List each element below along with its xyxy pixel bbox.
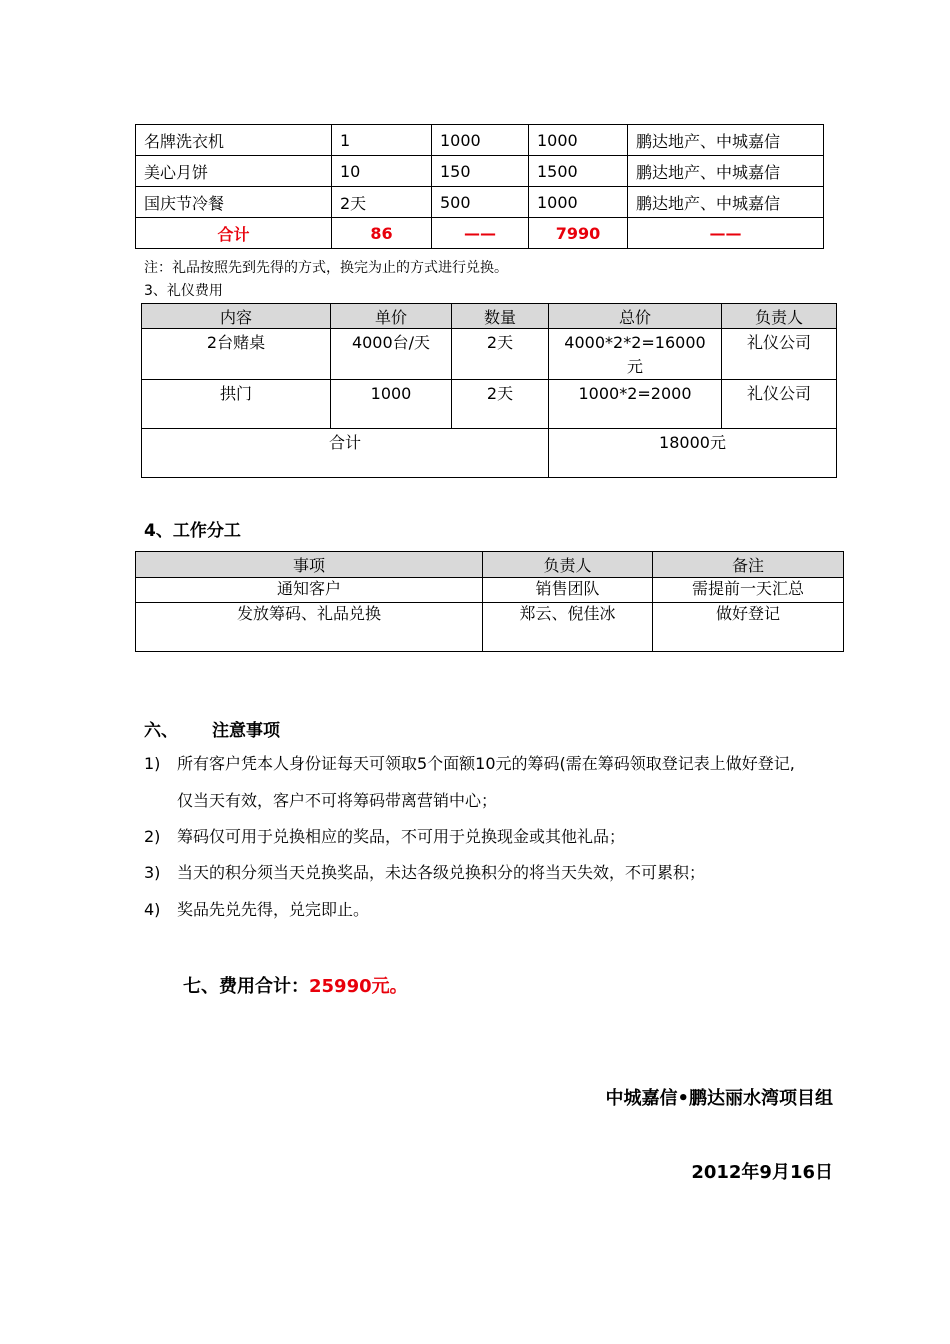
table-header-row — [142, 304, 837, 329]
signature-date: 2012年9月16日 — [691, 1162, 833, 1183]
gifts-table — [135, 124, 824, 249]
column-header: 备注 — [653, 552, 844, 578]
table-cell: 国庆节冷餐 — [136, 187, 332, 218]
note-text: 筹码仅可用于兑换相应的奖品，不可用于兑换现金或其他礼品； — [177, 827, 626, 846]
total-row — [136, 218, 824, 249]
table-cell: 500 — [432, 187, 529, 218]
note-number: 3) — [144, 863, 161, 882]
column-header: 单价 — [331, 304, 452, 329]
column-header: 总价 — [549, 304, 722, 329]
total-amount: 18000元 — [549, 429, 837, 478]
total-dash: —— — [628, 218, 824, 249]
cost-total — [183, 972, 408, 998]
work-table — [135, 551, 844, 652]
table-cell: 美心月饼 — [136, 156, 332, 187]
table-cell: 鹏达地产、中城嘉信 — [628, 156, 824, 187]
signature-org: 中城嘉信•鹏达丽水湾项目组 — [605, 1088, 833, 1109]
column-header: 负责人 — [722, 304, 837, 329]
total-row — [142, 429, 837, 478]
table-row — [136, 125, 824, 156]
table-cell: 1000 — [529, 125, 628, 156]
column-header: 事项 — [136, 552, 483, 578]
table-header-row — [136, 552, 844, 578]
note-number: 2) — [144, 827, 161, 846]
table-cell: 150 — [432, 156, 529, 187]
column-header: 内容 — [142, 304, 331, 329]
table-cell: 2天 — [452, 380, 549, 429]
table-row — [136, 603, 844, 652]
section-heading-notes: 注意事项 — [212, 721, 280, 741]
table-cell: 2天 — [452, 329, 549, 380]
section-number-notes: 六、 — [144, 721, 178, 741]
table-cell: 拱门 — [142, 380, 331, 429]
note-number: 1) — [144, 754, 161, 773]
column-header: 负责人 — [483, 552, 653, 578]
table-cell: 销售团队 — [483, 578, 653, 603]
table-cell: 礼仪公司 — [722, 329, 837, 380]
table-cell: 1000 — [331, 380, 452, 429]
table-cell: 发放筹码、礼品兑换 — [136, 603, 483, 652]
table-cell: 1500 — [529, 156, 628, 187]
cost-total-label: 七、费用合计： — [183, 976, 309, 997]
total-label: 合计 — [142, 429, 549, 478]
table-row — [142, 380, 837, 429]
table-row — [136, 578, 844, 603]
table-cell: 郑云、倪佳冰 — [483, 603, 653, 652]
ceremony-table — [141, 303, 837, 478]
table-cell: 通知客户 — [136, 578, 483, 603]
note-text: 奖品先兑先得，兑完即止。 — [177, 900, 370, 919]
table-cell: 名牌洗衣机 — [136, 125, 332, 156]
table-cell: 10 — [332, 156, 432, 187]
table-cell: 1 — [332, 125, 432, 156]
table-cell: 4000台/天 — [331, 329, 452, 380]
note-text-continued: 仅当天有效，客户不可将筹码带离营销中心； — [177, 791, 498, 810]
total-amount: 7990 — [529, 218, 628, 249]
table-cell: 1000*2=2000 — [549, 380, 722, 429]
gifts-note: 注：礼品按照先到先得的方式，换完为止的方式进行兑换。 — [144, 260, 508, 276]
table-cell: 礼仪公司 — [722, 380, 837, 429]
table-cell: 鹏达地产、中城嘉信 — [628, 187, 824, 218]
note-text: 所有客户凭本人身份证每天可领取5个面额10元的筹码(需在筹码领取登记表上做好登记, — [177, 754, 795, 773]
section-heading-ceremony: 3、礼仪费用 — [144, 283, 223, 299]
table-row — [136, 187, 824, 218]
section-heading-work: 4、工作分工 — [144, 521, 241, 541]
note-text: 当天的积分须当天兑换奖品，未达各级兑换积分的将当天失效，不可累积； — [177, 863, 706, 882]
table-cell: 鹏达地产、中城嘉信 — [628, 125, 824, 156]
table-cell: 做好登记 — [653, 603, 844, 652]
table-cell: 4000*2*2=16000元 — [549, 329, 722, 380]
column-header: 数量 — [452, 304, 549, 329]
table-row — [136, 156, 824, 187]
table-cell: 1000 — [432, 125, 529, 156]
table-cell: 需提前一天汇总 — [653, 578, 844, 603]
total-dash: —— — [432, 218, 529, 249]
table-cell: 2天 — [332, 187, 432, 218]
total-quantity: 86 — [332, 218, 432, 249]
cost-total-value: 25990元。 — [309, 976, 408, 997]
table-cell: 1000 — [529, 187, 628, 218]
table-cell: 2台赌桌 — [142, 329, 331, 380]
total-label: 合计 — [136, 218, 332, 249]
note-number: 4) — [144, 900, 161, 919]
table-row — [142, 329, 837, 380]
